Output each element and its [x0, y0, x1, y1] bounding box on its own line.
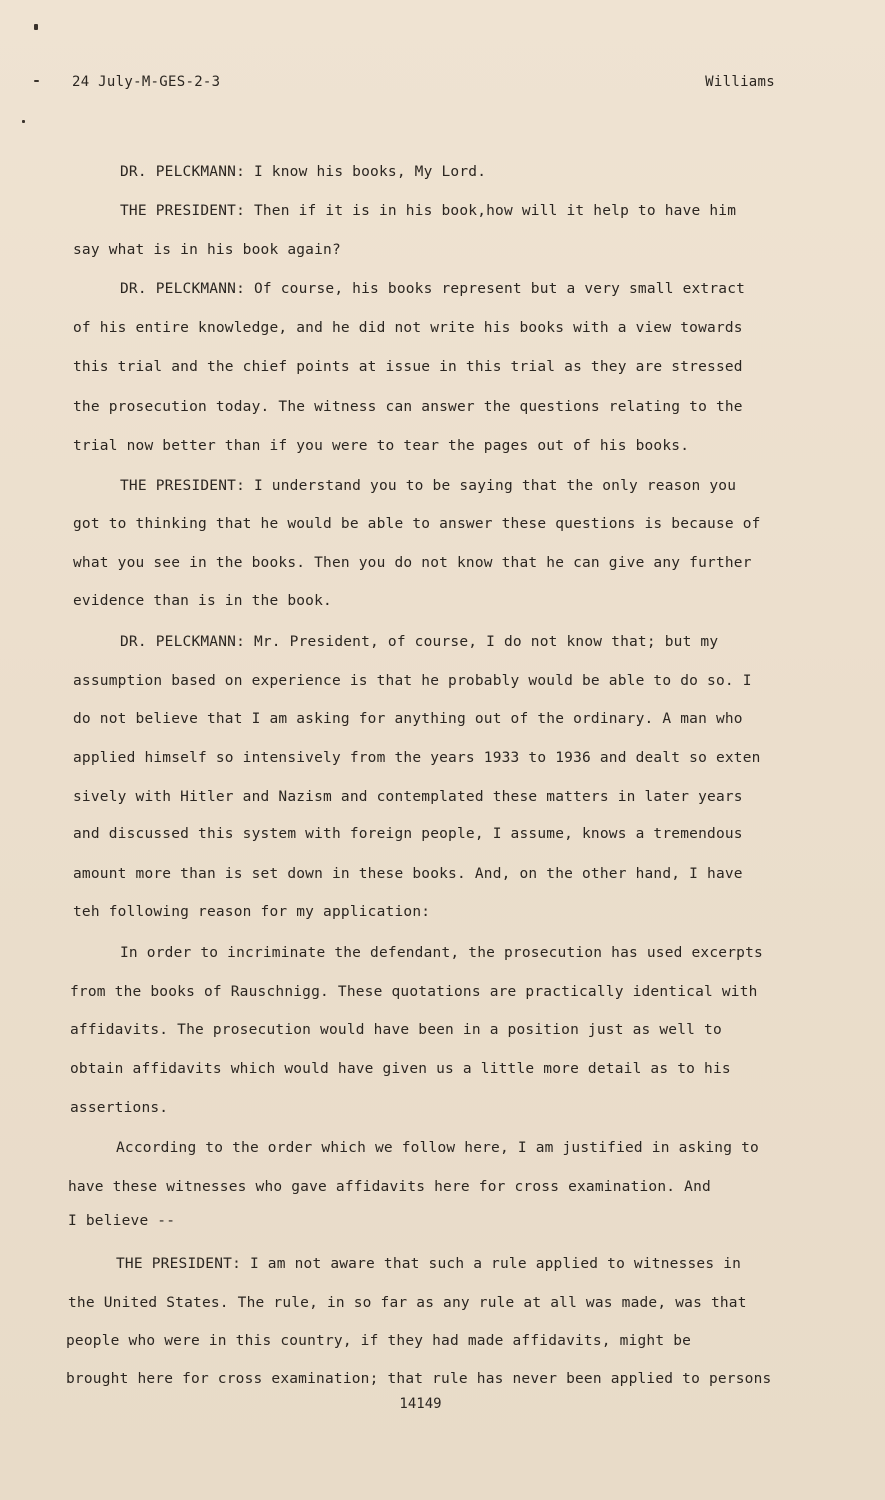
- text-line: applied himself so intensively from the years 1933 to 1936 and dealt so exten: [73, 750, 761, 766]
- punch-mark: [22, 120, 25, 123]
- page-header: [72, 74, 775, 94]
- text-line: teh following reason for my application:: [73, 904, 431, 920]
- text-line: According to the order which we follow here, I am justified in asking to: [116, 1140, 759, 1156]
- text-line: DR. PELCKMANN: Mr. President, of course, I do not know that; but my: [120, 634, 719, 650]
- text-line: THE PRESIDENT: I am not aware that such a rule applied to witnesses in: [116, 1256, 742, 1272]
- text-line: DR. PELCKMANN: Of course, his books represent but a very small extract: [120, 281, 746, 297]
- page-footer: [0, 1396, 885, 1412]
- text-line: assertions.: [70, 1100, 169, 1116]
- text-line: from the books of Rauschnigg. These quotations are practically identical with: [70, 984, 758, 1000]
- text-line: affidavits. The prosecution would have been in a position just as well to: [70, 1022, 722, 1038]
- text-line: got to thinking that he would be able to answer these questions is because of: [73, 516, 761, 532]
- text-line: In order to incriminate the defendant, the prosecution has used excerpts: [120, 945, 763, 961]
- text-line: obtain affidavits which would have given us a little more detail as to his: [70, 1061, 731, 1077]
- text-line: do not believe that I am asking for anything out of the ordinary. A man who: [73, 711, 743, 727]
- text-line: of his entire knowledge, and he did not write his books with a view towards: [73, 320, 743, 336]
- text-line: trial now better than if you were to tear the pages out of his books.: [73, 438, 690, 454]
- text-line: people who were in this country, if they had made affidavits, might be: [66, 1333, 692, 1349]
- document-reference: 24 July-M-GES-2-3: [72, 74, 221, 90]
- text-line: evidence than is in the book.: [73, 593, 332, 609]
- text-line: this trial and the chief points at issue in this trial as they are stressed: [73, 359, 743, 375]
- text-line: amount more than is set down in these books. And, on the other hand, I have: [73, 866, 743, 882]
- text-line: the prosecution today. The witness can answer the questions relating to the: [73, 399, 743, 415]
- text-line: sively with Hitler and Nazism and contemplated these matters in later years: [73, 789, 743, 805]
- text-line: and discussed this system with foreign people, I assume, knows a tremendous: [73, 826, 743, 842]
- text-line: what you see in the books. Then you do not know that he can give any further: [73, 555, 752, 571]
- text-line: THE PRESIDENT: I understand you to be saying that the only reason you: [120, 478, 737, 494]
- text-line: say what is in his book again?: [73, 242, 341, 258]
- text-line: the United States. The rule, in so far as any rule at all was made, was that: [68, 1295, 747, 1311]
- text-line: DR. PELCKMANN: I know his books, My Lord.: [120, 164, 487, 180]
- punch-mark: [34, 80, 39, 82]
- text-line: THE PRESIDENT: Then if it is in his book,how will it help to have him: [120, 203, 737, 219]
- text-line: have these witnesses who gave affidavits here for cross examination. And: [68, 1179, 711, 1195]
- text-line: I believe --: [68, 1213, 176, 1229]
- transcriber-name: Williams: [705, 74, 775, 90]
- punch-mark: [34, 24, 38, 30]
- text-line: brought here for cross examination; that rule has never been applied to persons: [66, 1371, 772, 1387]
- page-number: 14149: [399, 1396, 442, 1412]
- text-line: assumption based on experience is that he probably would be able to do so. I: [73, 673, 752, 689]
